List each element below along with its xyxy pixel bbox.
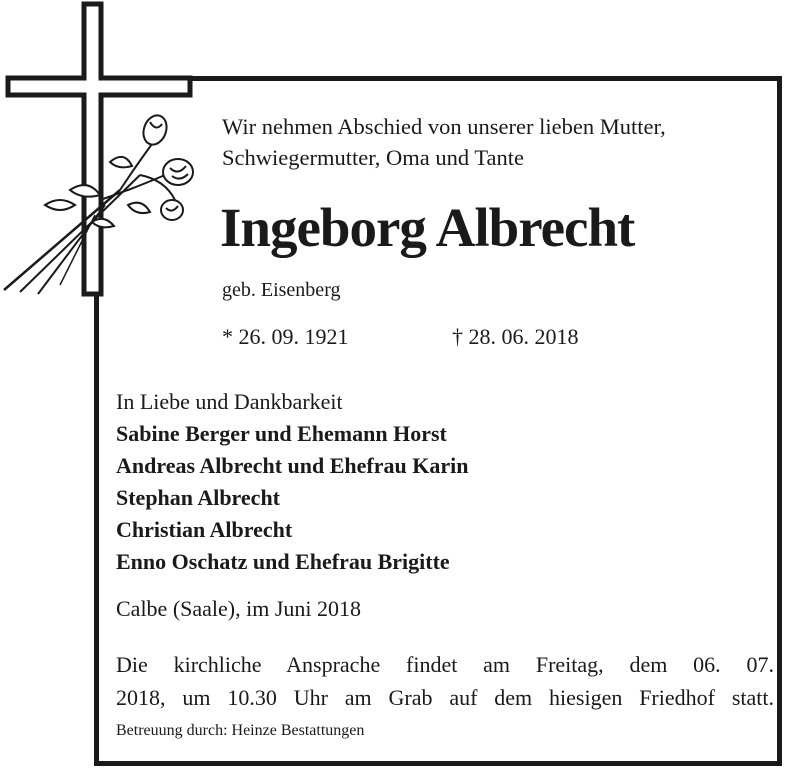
birth-name: geb. Eisenberg [222, 279, 341, 301]
service-info [116, 648, 774, 714]
intro-line-1: Wir nehmen Abschied von unserer lieben Mutter, [222, 114, 666, 139]
mourner-name: Andreas Albrecht und Ehefrau Karin [116, 453, 469, 478]
service-line-2: 2018, um 10.30 Uhr am Grab auf dem hiesigen Friedhof statt. [116, 685, 774, 710]
place-date: Calbe (Saale), im Juni 2018 [116, 596, 362, 621]
deceased-name: Ingeborg Albrecht [220, 197, 635, 258]
service-line-1: Die kirchliche Ansprache findet am Freitag, dem 06. 07. [116, 652, 774, 677]
mourner-name: Enno Oschatz und Ehefrau Brigitte [116, 549, 450, 574]
cross-icon [8, 4, 190, 294]
mourners-intro: In Liebe und Dankbarkeit [116, 389, 343, 414]
birth-date: * 26. 09. 1921 [222, 324, 349, 349]
life-dates [222, 324, 622, 350]
mourner-name: Stephan Albrecht [116, 485, 281, 510]
mourner-name: Christian Albrecht [116, 517, 293, 542]
mourners-block [116, 386, 468, 578]
mourner-name: Sabine Berger und Ehemann Horst [116, 421, 447, 446]
death-date: † 28. 06. 2018 [452, 324, 579, 349]
cross-with-roses [0, 0, 200, 300]
intro-line-2: Schwiegermutter, Oma und Tante [222, 145, 525, 170]
intro-text [222, 111, 666, 173]
care-note: Betreuung durch: Heinze Bestattungen [116, 722, 365, 739]
